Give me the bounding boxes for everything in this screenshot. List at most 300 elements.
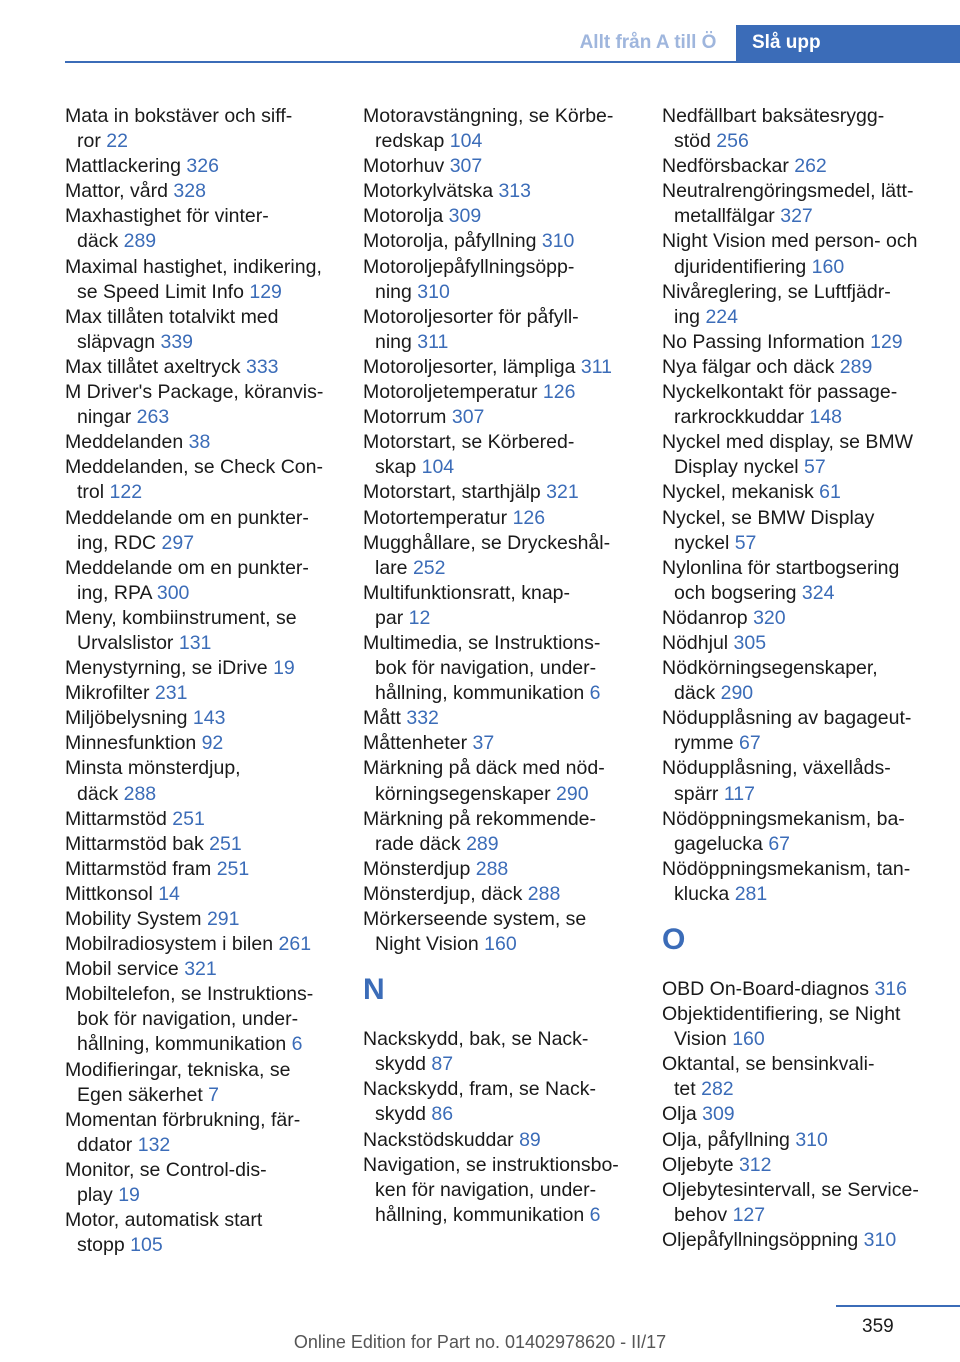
page-reference-link[interactable]: 290: [556, 782, 589, 805]
page-reference-link[interactable]: 313: [498, 180, 531, 203]
index-entry-text: ing, RDC: [77, 531, 162, 554]
index-entry-text: tet: [674, 1078, 702, 1101]
index-entry-text: Meddelande om en punkter-: [65, 506, 309, 529]
index-entry: [662, 1228, 952, 1253]
index-entry: [363, 631, 638, 706]
index-entry: [662, 606, 952, 631]
page-reference-link[interactable]: 126: [542, 381, 576, 404]
index-entry: [65, 380, 340, 430]
index-entry-text: M Driver's Package, köranvis-: [65, 381, 324, 404]
index-entry-text: nyckel: [674, 531, 735, 554]
page-reference-link[interactable]: 310: [795, 1128, 828, 1151]
index-entry: [662, 506, 952, 556]
page-reference-link[interactable]: 288: [527, 882, 561, 905]
index-entry-text: Oljebytesintervall, se Service-: [662, 1178, 919, 1201]
page-reference-link[interactable]: 307: [449, 155, 483, 178]
index-entry: [65, 1108, 340, 1158]
index-entry-text: Mönsterdjup, däck: [363, 882, 528, 905]
page-reference-link[interactable]: 19: [118, 1184, 140, 1207]
index-entry-text: Oljebyte: [662, 1153, 739, 1176]
page-reference-link[interactable]: 104: [449, 130, 483, 153]
page-reference-link[interactable]: 289: [466, 832, 499, 855]
page-reference-link[interactable]: 61: [819, 481, 841, 504]
page-reference-link[interactable]: 297: [161, 531, 195, 554]
index-entry-text: Nödupplåsning av bagageut-: [662, 707, 912, 730]
index-entry: [65, 305, 340, 355]
index-entry-text: däck: [77, 782, 124, 805]
page-reference-link[interactable]: 282: [701, 1078, 734, 1101]
page-reference-link[interactable]: 309: [448, 205, 482, 228]
page-reference-link[interactable]: 326: [186, 155, 219, 178]
header-section-title[interactable]: Allt från A till Ö: [579, 32, 717, 53]
page-reference-link[interactable]: 289: [839, 355, 873, 378]
index-entry-text: rade däck: [375, 832, 467, 855]
index-entry-text: Modifieringar, tekniska, se: [65, 1058, 291, 1081]
index-entry-text: Maximal hastighet, indikering,: [65, 255, 322, 278]
page-reference-link[interactable]: 148: [809, 406, 843, 429]
index-entry-text: Mobil service: [65, 958, 185, 981]
index-entry: [662, 280, 952, 330]
index-entry-text: Meny, kombiinstrument, se: [65, 606, 297, 629]
index-entry: [662, 1052, 952, 1102]
index-entry: [363, 706, 638, 731]
index-entry: [363, 531, 638, 581]
index-entry-text: Multimedia, se Instruktions-: [363, 631, 601, 654]
page-reference-link[interactable]: 14: [158, 882, 180, 905]
index-entry-text: Oktantal, se bensinkvali-: [662, 1053, 875, 1076]
index-entry-text: Måttenheter: [363, 732, 473, 755]
index-entry: [65, 706, 340, 731]
index-entry: [662, 857, 952, 907]
index-entry-text: och bogsering: [674, 581, 802, 604]
index-entry-text: Maxhastighet för vinter-: [65, 205, 269, 228]
index-entry: [662, 1002, 952, 1052]
index-entry-text: djuridentifiering: [674, 255, 812, 278]
page-reference-link[interactable]: 332: [406, 707, 439, 730]
page-reference-link[interactable]: 57: [734, 531, 757, 554]
index-entry: [363, 255, 638, 305]
index-entry-text: Urvalslistor: [77, 631, 179, 654]
index-entry: [662, 154, 952, 179]
index-entry-text: Motorstart, se Körbered-: [363, 431, 575, 454]
index-entry-text: Mittarmstöd bak: [65, 832, 210, 855]
page-reference-link[interactable]: 261: [278, 933, 312, 956]
index-entry: [662, 756, 952, 806]
page-reference-link[interactable]: 263: [136, 406, 170, 429]
page-reference-link[interactable]: 251: [216, 857, 250, 880]
index-entry: [65, 882, 340, 907]
index-entry: [65, 731, 340, 756]
page-number: 359: [862, 1316, 894, 1337]
index-column-1: [65, 104, 340, 1258]
index-letter-heading: N: [363, 973, 385, 1007]
page-reference-link[interactable]: 309: [702, 1103, 735, 1126]
index-entry: [65, 204, 340, 254]
index-entry: [363, 430, 638, 480]
index-entry-text: Nyckelkontakt för passage-: [662, 381, 898, 404]
index-entry-text: ddator: [77, 1133, 138, 1156]
header-rule: [65, 61, 960, 63]
index-entry: [363, 104, 638, 154]
index-entry: [65, 957, 340, 982]
page-reference-link[interactable]: 328: [173, 180, 206, 203]
page-reference-link[interactable]: 92: [201, 732, 224, 755]
index-entry-text: Mittkonsol: [65, 882, 159, 905]
page-reference-link[interactable]: 126: [512, 506, 546, 529]
index-entry: [662, 1178, 952, 1228]
page-reference-link[interactable]: 67: [768, 832, 791, 855]
index-entry-text: se Speed Limit Info: [77, 280, 250, 303]
page-reference-link[interactable]: 251: [209, 832, 242, 855]
index-entry: [65, 857, 340, 882]
index-entry: [363, 405, 638, 430]
page-reference-link[interactable]: 129: [249, 280, 282, 303]
index-entry-text: Nödöppningsmekanism, tan-: [662, 857, 911, 880]
index-entry-text: Oljepåfyllningsöppning: [662, 1228, 864, 1251]
index-entry-text: Mittarmstöd: [65, 807, 173, 830]
index-entry: [363, 380, 638, 405]
index-entry-text: Nackskydd, bak, se Nack-: [363, 1028, 589, 1051]
index-entry-text: Meddelanden, se Check Con-: [65, 456, 323, 479]
index-entry-text: Nyckel med display, se BMW: [662, 431, 914, 454]
index-entry-text: ing, RPA: [77, 581, 157, 604]
index-entry-text: Motorrum: [363, 406, 452, 429]
page-reference-link[interactable]: 310: [541, 230, 575, 253]
index-entry: [363, 229, 638, 254]
index-entry-text: Max tillåten totalvikt med: [65, 305, 279, 328]
page-reference-link[interactable]: 251: [172, 807, 205, 830]
page-reference-link[interactable]: 7: [208, 1083, 220, 1106]
page-reference-link[interactable]: 339: [160, 330, 194, 353]
page-reference-link[interactable]: 117: [723, 782, 755, 805]
index-entry-text: Nedfällbart baksätesrygg-: [662, 105, 885, 127]
page-reference-link[interactable]: 291: [206, 908, 240, 930]
page-reference-link[interactable]: 327: [780, 205, 813, 228]
index-entry-text: släpvagn: [77, 330, 161, 353]
index-entry: [65, 756, 340, 806]
page-reference-link[interactable]: 300: [156, 581, 190, 604]
page-reference-link[interactable]: 288: [123, 782, 157, 805]
index-entry-text: No Passing Information: [662, 330, 871, 353]
index-entry-text: skydd: [375, 1053, 432, 1076]
index-entry-text: Multifunktionsratt, knap-: [363, 581, 571, 604]
page-reference-link[interactable]: 290: [720, 682, 754, 705]
index-entry-text: Mattlackering: [65, 155, 187, 178]
index-entry: [662, 179, 952, 229]
index-entry: [65, 982, 340, 1057]
index-entry-text: Display nyckel: [674, 456, 805, 479]
page-reference-link[interactable]: 132: [137, 1133, 171, 1156]
page-reference-link[interactable]: 67: [739, 732, 761, 755]
page-reference-link[interactable]: 252: [412, 556, 446, 579]
page-reference-link[interactable]: 316: [874, 978, 907, 1000]
page-reference-link[interactable]: 312: [738, 1153, 772, 1176]
page-reference-link[interactable]: 122: [109, 481, 143, 504]
index-entry-text: rymme: [674, 732, 739, 755]
index-entry-text: play: [77, 1184, 119, 1207]
index-entry-text: Märkning på rekommende-: [363, 807, 597, 830]
index-entry-text: ning: [375, 330, 418, 353]
index-entry-text: Nedförsbackar: [662, 155, 795, 178]
page-reference-link[interactable]: 160: [811, 255, 845, 278]
index-entry: [65, 681, 340, 706]
index-entry: [363, 179, 638, 204]
page-reference-link[interactable]: 104: [421, 456, 455, 479]
index-entry-text: Neutralrengöringsmedel, lätt-: [662, 180, 914, 203]
index-entry-text: Minsta mönsterdjup,: [65, 757, 241, 780]
index-entry: [65, 255, 340, 305]
index-entry-text: Nödöppningsmekanism, ba-: [662, 807, 905, 830]
page-reference-link[interactable]: 310: [863, 1228, 897, 1251]
index-entry: [363, 1128, 638, 1153]
index-entry-text: Mattor, vård: [65, 180, 174, 203]
index-entry-text: Nivåreglering, se Luftfjädr-: [662, 280, 891, 303]
page-reference-link[interactable]: 160: [732, 1028, 765, 1051]
page-reference-link[interactable]: 105: [130, 1234, 163, 1257]
index-entry: [662, 1128, 952, 1153]
index-entry-text: Mobilradiosystem i bilen: [65, 933, 279, 956]
index-entry-text: stöd: [674, 130, 717, 153]
index-entry-text: däck: [674, 682, 721, 705]
page-reference-link[interactable]: 333: [245, 355, 279, 378]
index-entry: [363, 154, 638, 179]
page-reference-link[interactable]: 231: [154, 682, 188, 705]
page-reference-link[interactable]: 311: [580, 355, 612, 378]
index-entry-text: klucka: [674, 882, 735, 905]
index-entry-text: spärr: [674, 782, 724, 805]
index-column-3: [662, 104, 952, 1253]
page-reference-link[interactable]: 6: [589, 1203, 601, 1226]
index-entry: [662, 1102, 952, 1127]
index-entry-text: Motorstart, starthjälp: [363, 481, 547, 504]
index-entry-text: Meddelanden: [65, 431, 189, 454]
index-entry: [363, 1153, 638, 1228]
index-entry-text: Mata in bokstäver och siff-: [65, 105, 293, 127]
page-reference-link[interactable]: 22: [106, 130, 128, 153]
index-entry-text: skap: [375, 456, 422, 479]
index-entry: [65, 1208, 340, 1258]
index-entry-text: Motor, automatisk start: [65, 1209, 263, 1232]
index-entry: [65, 907, 340, 932]
index-entry-text: Nödanrop: [662, 606, 754, 629]
page-reference-link[interactable]: 310: [417, 280, 450, 303]
index-entry: [662, 977, 952, 1002]
page-reference-link[interactable]: 127: [732, 1203, 766, 1226]
page-reference-link[interactable]: 86: [431, 1103, 454, 1126]
page-reference-link[interactable]: 288: [475, 857, 509, 880]
index-entry-text: Nackskydd, fram, se Nack-: [363, 1078, 596, 1101]
page-reference-link[interactable]: 57: [804, 456, 826, 479]
page-reference-link[interactable]: 305: [733, 631, 767, 654]
page-reference-link[interactable]: 6: [589, 682, 601, 705]
page-reference-link[interactable]: 131: [178, 631, 212, 654]
index-entry-text: Nödkörningsegenskaper,: [662, 657, 878, 680]
index-entry-text: skydd: [375, 1103, 432, 1126]
index-entry-text: Max tillåtet axeltryck: [65, 355, 246, 378]
index-entry: [363, 907, 638, 957]
index-entry: [363, 581, 638, 631]
index-entry-text: ningar: [77, 406, 137, 429]
index-entry-text: redskap: [375, 130, 450, 153]
page-reference-link[interactable]: 37: [472, 732, 495, 755]
page-reference-link[interactable]: 320: [753, 606, 786, 629]
index-entry-text: stopp: [77, 1234, 131, 1257]
index-entry-text: däck: [77, 230, 124, 253]
page-reference-link[interactable]: 38: [188, 431, 211, 454]
index-entry-text: bok för navigation, under-: [77, 1008, 299, 1031]
index-entry-text: Motoroljetemperatur: [363, 381, 543, 404]
index-entry: [65, 104, 340, 154]
page-reference-link[interactable]: 289: [123, 230, 157, 253]
index-entry: [662, 807, 952, 857]
index-entry: [363, 882, 638, 907]
index-entry-text: Mobility System: [65, 908, 207, 930]
index-entry-text: Nödupplåsning, växellåds-: [662, 757, 891, 780]
page-reference-link[interactable]: 281: [734, 882, 768, 905]
index-entry: [662, 229, 952, 279]
index-entry-text: Motorolja: [363, 205, 449, 228]
index-entry: [363, 204, 638, 229]
index-entry-text: Menystyrning, se iDrive: [65, 657, 274, 680]
index-entry-text: rarkrockkuddar: [674, 406, 810, 429]
index-entry-text: Nyckel, se BMW Display: [662, 506, 875, 529]
index-entry: [65, 932, 340, 957]
index-entry: [363, 807, 638, 857]
index-entry-text: Nackstödskuddar: [363, 1128, 520, 1151]
index-entry-text: Motoroljesorter, lämpliga: [363, 355, 581, 378]
page-reference-link[interactable]: 12: [408, 606, 431, 629]
index-entry-text: Nya fälgar och däck: [662, 355, 840, 378]
edition-footer: Online Edition for Part no. 01402978620 - II/17: [293, 1332, 667, 1352]
index-entry: [65, 455, 340, 505]
page-reference-link[interactable]: 321: [184, 958, 217, 981]
header-lookup-tab[interactable]: Slå upp: [736, 25, 960, 61]
index-column-2: [363, 104, 638, 1228]
index-entry-text: ing: [674, 305, 706, 328]
index-entry: [363, 480, 638, 505]
index-entry-text: gagelucka: [674, 832, 769, 855]
index-entry-text: Momentan förbrukning, fär-: [65, 1108, 301, 1131]
index-entry: [662, 430, 952, 480]
index-entry-text: Mörkerseende system, se: [363, 908, 587, 930]
index-entry: [65, 179, 340, 204]
index-entry: [662, 380, 952, 430]
index-entry-text: Motoroljesorter för påfyll-: [363, 305, 579, 328]
index-entry-text: Miljöbelysning: [65, 707, 193, 730]
index-entry-text: Motoroljepåfyllningsöpp-: [363, 255, 575, 278]
index-entry-text: Olja, påfyllning: [662, 1128, 796, 1151]
index-entry-text: Motoravstängning, se Körbe-: [363, 105, 614, 127]
index-entry-text: Märkning på däck med nöd-: [363, 757, 605, 780]
page-reference-link[interactable]: 256: [716, 130, 749, 153]
index-entry-text: ror: [77, 130, 107, 153]
index-entry: [662, 330, 952, 355]
index-entry-text: Mikrofilter: [65, 682, 155, 705]
index-entry: [65, 154, 340, 179]
index-entry-text: Mått: [363, 707, 407, 730]
page-reference-link[interactable]: 262: [794, 155, 827, 178]
index-entry: [65, 556, 340, 606]
index-entry-text: ning: [375, 280, 418, 303]
index-entry-text: par: [375, 606, 409, 629]
index-entry-text: metallfälgar: [674, 205, 781, 228]
index-entry-text: Mobiltelefon, se Instruktions-: [65, 983, 314, 1006]
page-reference-link[interactable]: 19: [273, 657, 295, 680]
index-entry: [65, 832, 340, 857]
index-entry: [363, 506, 638, 531]
index-entry-text: Vision: [674, 1028, 733, 1051]
page-reference-link[interactable]: 87: [431, 1053, 454, 1076]
index-entry-text: körningsegenskaper: [375, 782, 557, 805]
index-entry-text: Mönsterdjup: [363, 857, 476, 880]
index-entry-text: OBD On-Board-diagnos: [662, 978, 875, 1000]
index-entry-text: Monitor, se Control-dis-: [65, 1158, 267, 1181]
index-entry-text: trol: [77, 481, 110, 504]
index-entry: [65, 355, 340, 380]
index-entry: [363, 305, 638, 355]
index-entry-text: Night Vision: [375, 933, 485, 956]
index-entry: [363, 355, 638, 380]
index-entry: [662, 1153, 952, 1178]
index-entry: [65, 430, 340, 455]
index-entry-text: hållning, kommunikation: [375, 682, 590, 705]
page-reference-link[interactable]: 160: [484, 933, 517, 956]
index-entry-text: hållning, kommunikation: [77, 1033, 292, 1056]
index-entry-text: ken för navigation, under-: [375, 1178, 597, 1201]
index-entry-text: Nylonlina för startbogsering: [662, 556, 900, 579]
index-entry: [662, 706, 952, 756]
index-entry-text: hållning, kommunikation: [375, 1203, 590, 1226]
page-reference-link[interactable]: 6: [291, 1033, 303, 1056]
footer-rule: [836, 1305, 960, 1307]
index-entry-text: Meddelande om en punkter-: [65, 556, 309, 579]
page-reference-link[interactable]: 224: [705, 305, 738, 328]
index-entry: [662, 480, 952, 505]
index-entry: [65, 606, 340, 656]
index-entry: [65, 656, 340, 681]
index-entry-text: Motortemperatur: [363, 506, 513, 529]
index-entry-text: Objektidentifiering, se Night: [662, 1003, 901, 1026]
page-reference-link[interactable]: 143: [192, 707, 226, 730]
index-entry-text: Nödhjul: [662, 631, 734, 654]
index-entry: [363, 857, 638, 882]
index-entry: [65, 1058, 340, 1108]
index-entry: [662, 656, 952, 706]
index-entry: [363, 1077, 638, 1127]
index-entry: [662, 355, 952, 380]
index-entry-text: Motorkylvätska: [363, 180, 499, 203]
page-reference-link[interactable]: 324: [801, 581, 835, 604]
index-entry-text: Motorolja, påfyllning: [363, 230, 542, 253]
index-entry: [363, 731, 638, 756]
index-entry-text: behov: [674, 1203, 733, 1226]
index-entry: [65, 807, 340, 832]
page-reference-link[interactable]: 129: [870, 330, 903, 353]
index-entry-text: Olja: [662, 1103, 703, 1126]
index-entry: [363, 756, 638, 806]
page-reference-link[interactable]: 89: [519, 1128, 541, 1151]
index-entry: [662, 631, 952, 656]
index-entry-text: Navigation, se instruktionsbo-: [363, 1153, 619, 1176]
index-entry: [65, 506, 340, 556]
index-entry: [662, 104, 952, 154]
page-reference-link[interactable]: 321: [546, 481, 579, 504]
index-entry-text: bok för navigation, under-: [375, 657, 597, 680]
page-reference-link[interactable]: 311: [417, 330, 449, 353]
index-entry-text: Nyckel, mekanisk: [662, 481, 820, 504]
page-reference-link[interactable]: 307: [451, 406, 485, 429]
index-entry: [662, 556, 952, 606]
